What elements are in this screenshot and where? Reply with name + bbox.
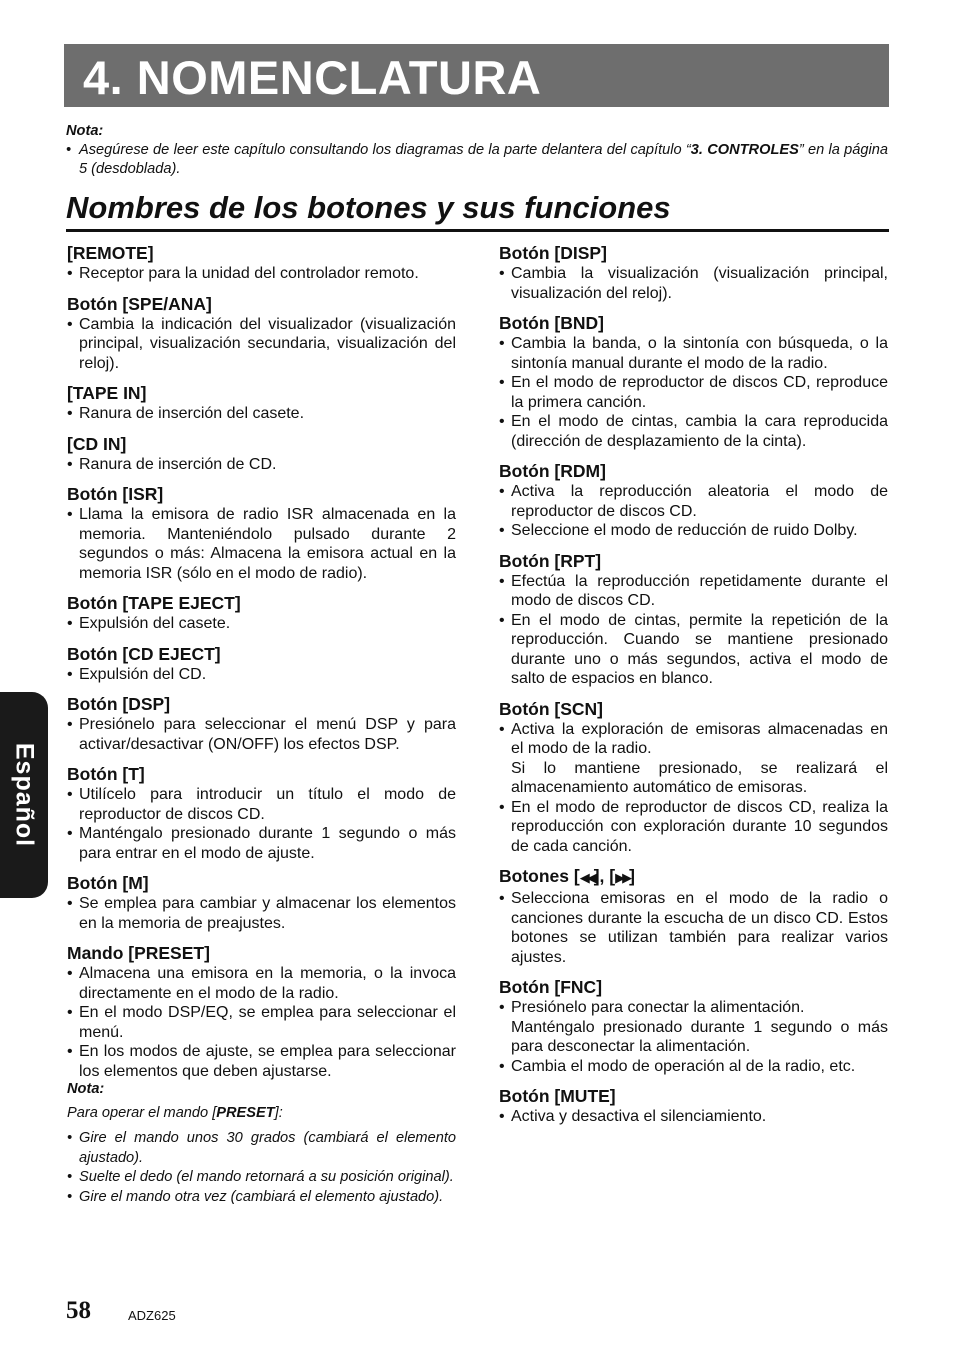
section-seek — [499, 865, 888, 967]
list-item: • Almacena una emisora en la memoria, o la invoca directamente en el modo de la radio. — [67, 965, 456, 1002]
section-heading: Botón [ISR] — [67, 484, 164, 504]
list-item: • Presiónelo para conectar la alimentación. Manténgalo presionado durante 1 segundo o más para desconectar la alimentación. — [499, 999, 888, 1055]
list-item: • Efectúa la reproducción repetidamente durante el modo de discos CD. — [499, 572, 888, 609]
list-item: • Llama la emisora de radio ISR almacenada en la memoria. Manteniéndolo pulsado durante 2 segundos o más: Almacena la emisora actual en la memoria ISR (sólo en el modo de radio). — [67, 506, 456, 582]
section-heading: Botón [M] — [67, 873, 149, 893]
model-code: ADZ625 — [128, 1308, 176, 1323]
section-dsp — [67, 693, 456, 754]
section-rpt — [499, 550, 888, 689]
list-item: • Activa y desactiva el silenciamiento. — [499, 1108, 767, 1125]
section-remote — [67, 242, 456, 284]
language-tab — [0, 692, 48, 898]
section-spe-ana — [67, 293, 456, 374]
list-item: • Cambia la indicación del visualizador (visualización principal, visualización secundaria, visualización del reloj). — [67, 315, 456, 372]
list-item: • Selecciona emisoras en el modo de la radio o canciones durante la escucha de un disco CD. Estos botones se utilizan también para realizar varios ajustes. — [499, 890, 888, 966]
list-item: • En el modo de reproductor de discos CD, realiza la reproducción con exploración durante 10 segundos de cada canción. — [499, 798, 888, 855]
list-item: • Cambia la visualización (visualización principal, visualización del reloj). — [499, 265, 888, 302]
section-heading: Botón [RPT] — [499, 550, 602, 571]
list-item: • Presiónelo para seleccionar el menú DSP y para activar/desactivar (ON/OFF) los efectos DSP. — [67, 716, 456, 753]
section-heading: Botón [FNC] — [499, 977, 603, 997]
list-item: • Ranura de inserción del casete. — [67, 405, 305, 422]
section-heading: Botones [◀◀], [▶▶] — [499, 866, 635, 886]
section-bnd — [499, 312, 888, 451]
section-t — [67, 763, 456, 863]
note-intro: Para operar el mando [PRESET]: — [67, 1104, 283, 1121]
preset-note — [67, 1080, 456, 1207]
section-m — [67, 872, 456, 933]
list-item: • En el modo de cintas, permite la repetición de la reproducción. Cuando se mantiene presionado durante uno o más segundos, activa el modo de salto de espacios en blanco. — [499, 611, 888, 687]
section-heading: [TAPE IN] — [67, 383, 147, 403]
section-heading: Botón [BND] — [499, 313, 604, 333]
section-tape-eject — [67, 592, 456, 634]
section-fnc — [499, 976, 888, 1076]
section-isr — [67, 483, 456, 583]
section-rdm — [499, 460, 888, 541]
list-item: • Ranura de inserción de CD. — [67, 455, 277, 473]
page-number: 58 — [66, 1297, 91, 1324]
section-tape-in — [67, 382, 456, 424]
left-column — [67, 242, 456, 1216]
section-heading: Botón [TAPE EJECT] — [67, 593, 241, 613]
fast-forward-icon: ▶▶ — [615, 870, 630, 885]
list-item: • En los modos de ajuste, se emplea para seleccionar los elementos que deben ajustarse. — [67, 1043, 456, 1080]
section-heading: Botón [MUTE] — [499, 1086, 616, 1106]
section-cd-in — [67, 433, 456, 475]
list-item: • Seleccione el modo de reducción de ruido Dolby. — [499, 522, 858, 539]
list-item: • En el modo DSP/EQ, se emplea para seleccionar el menú. — [67, 1004, 456, 1041]
section-heading: Botón [SPE/ANA] — [67, 293, 212, 314]
chapter-title: 4. NOMENCLATURA — [83, 51, 542, 104]
list-item: • Expulsión del casete. — [67, 615, 231, 632]
right-column — [499, 242, 888, 1136]
language-label: Español — [10, 742, 39, 848]
section-heading: Botón [CD EJECT] — [67, 643, 221, 664]
list-item: • Cambia la banda, o la sintonía con búsqueda, o la sintonía manual durante el modo de la radio. — [499, 335, 888, 372]
section-cd-eject — [67, 643, 456, 685]
list-item: • Se emplea para cambiar y almacenar los elementos en la memoria de preajustes. — [67, 895, 456, 932]
section-heading: Botón [RDM] — [499, 461, 606, 481]
list-item: • Utilícelo para introducir un título el modo de reproductor de discos CD. — [67, 786, 456, 823]
section-heading: Botón [DISP] — [499, 243, 607, 263]
section-heading: [CD IN] — [67, 433, 127, 454]
section-mute — [499, 1085, 888, 1127]
section-preset — [67, 942, 456, 1207]
list-item: • Activa la reproducción aleatoria el modo de reproductor de discos CD. — [499, 483, 888, 520]
section-heading: Botón [DSP] — [67, 694, 171, 714]
list-item: • Manténgalo presionado durante 1 segundo o más para entrar en el modo de ajuste. — [67, 825, 456, 862]
list-item: • Gire el mando unos 30 grados (cambiará el elemento ajustado). — [67, 1130, 456, 1166]
rewind-icon: ◀◀ — [579, 870, 594, 885]
section-title: Nombres de los botones y sus funciones — [66, 190, 889, 232]
section-heading: [REMOTE] — [67, 243, 154, 263]
bullet: • — [66, 142, 72, 158]
section-heading: Botón [T] — [67, 764, 145, 784]
list-item: • En el modo de cintas, cambia la cara reproducida (dirección de desplazamiento de la cinta). — [499, 413, 888, 450]
section-scn — [499, 698, 888, 857]
top-note — [66, 122, 888, 179]
note-label: Nota: — [66, 123, 104, 139]
note-label: Nota: — [67, 1081, 105, 1097]
chapter-title-bar — [64, 44, 889, 107]
list-item: • Gire el mando otra vez (cambiará el elemento ajustado). — [67, 1188, 444, 1205]
section-heading: Botón [SCN] — [499, 698, 604, 719]
note-text: Asegúrese de leer este capítulo consultando los diagramas de la parte delantera del capítulo “3. CONTROLES” en la página 5 (desdoblada). — [79, 142, 888, 177]
list-item: • Expulsión del CD. — [67, 665, 207, 683]
section-disp — [499, 242, 888, 303]
list-item: • Suelte el dedo (el mando retornará a su posición original). — [67, 1169, 454, 1185]
list-item: • Cambia el modo de operación al de la radio, etc. — [499, 1057, 856, 1075]
list-item: • Activa la exploración de emisoras almacenadas en el modo de la radio. Si lo mantiene presionado, se realizará el almacenamiento automático de emisoras. — [499, 720, 888, 796]
section-heading: Mando [PRESET] — [67, 943, 210, 963]
list-item: • En el modo de reproductor de discos CD, reproduce la primera canción. — [499, 374, 888, 411]
list-item: • Receptor para la unidad del controlador remoto. — [67, 265, 419, 282]
